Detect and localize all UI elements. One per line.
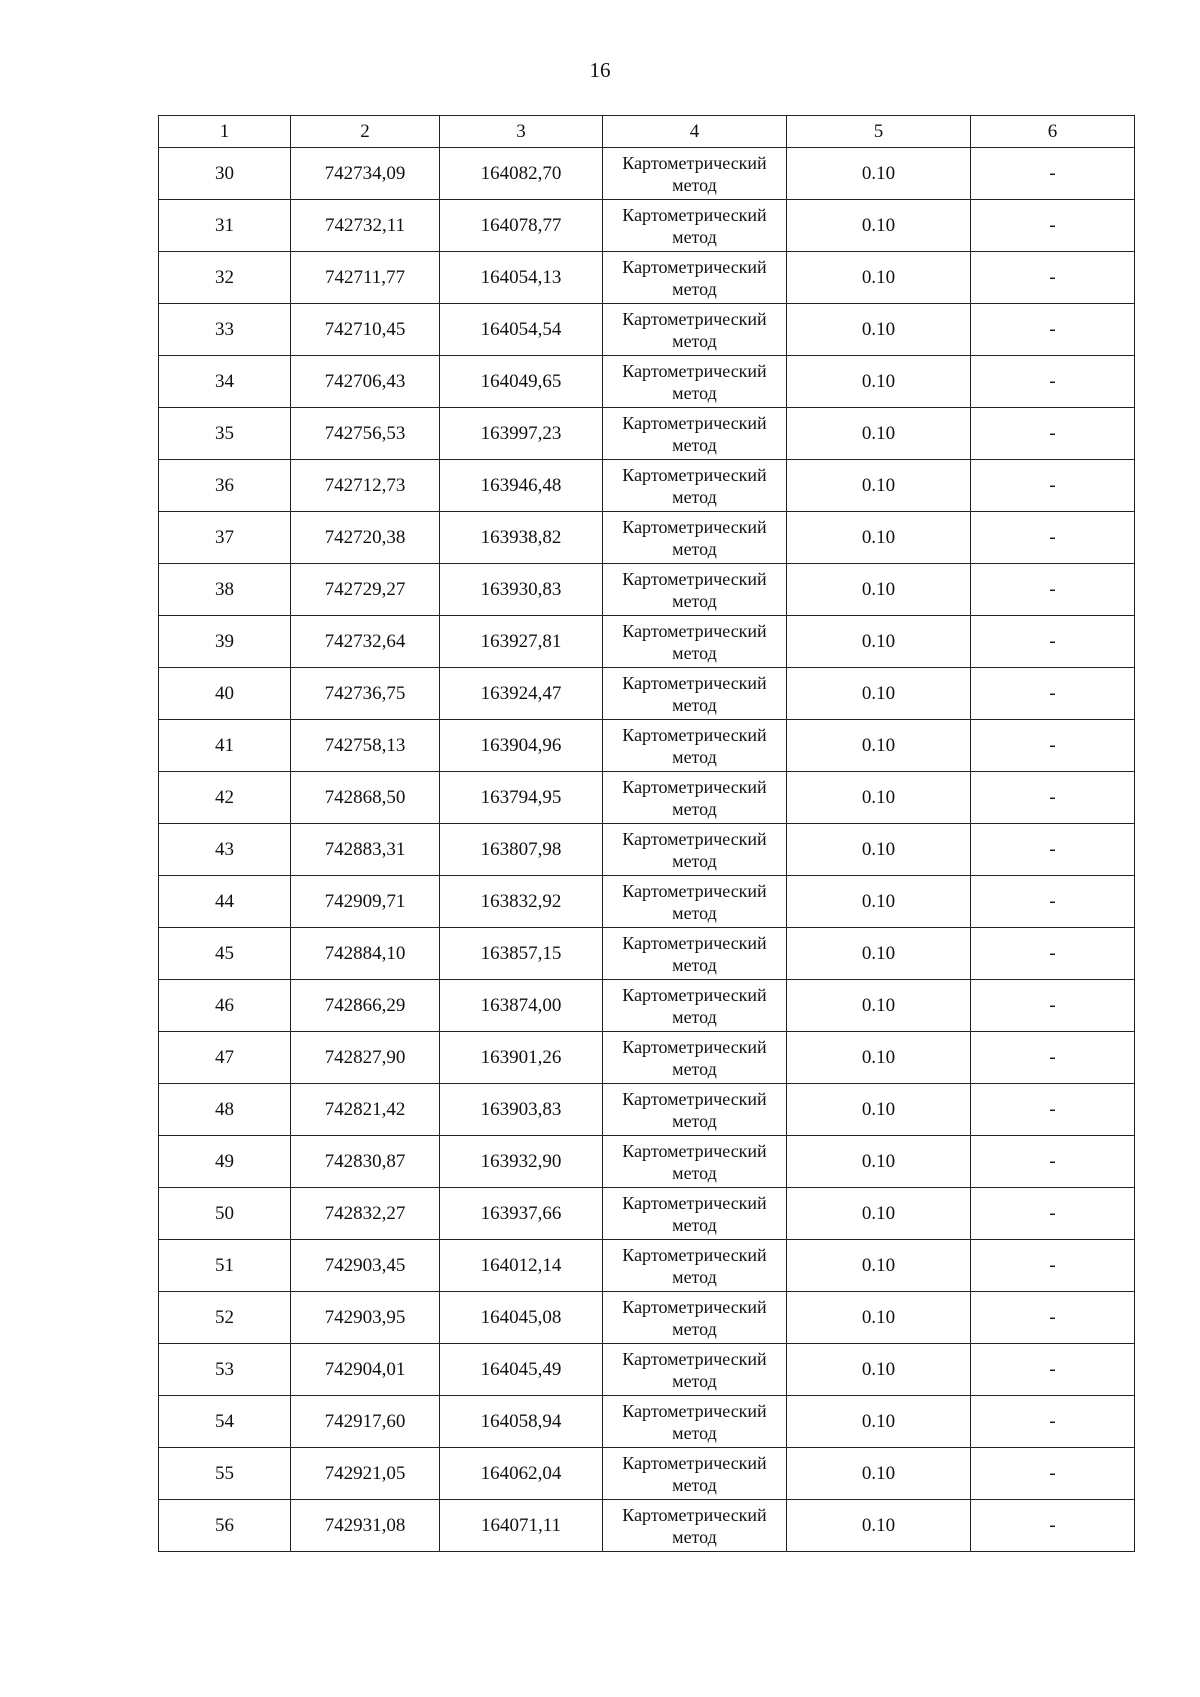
accuracy-cell: 0.10 xyxy=(787,148,971,200)
accuracy-cell: 0.10 xyxy=(787,356,971,408)
method-cell xyxy=(603,460,787,512)
method-cell xyxy=(603,356,787,408)
table-row xyxy=(159,1188,1135,1240)
method-cell xyxy=(603,720,787,772)
table-row xyxy=(159,1344,1135,1396)
y-coordinate-cell: 164078,77 xyxy=(440,200,603,252)
method-line-1: Картометрический xyxy=(622,256,767,277)
method-line-2: метод xyxy=(672,174,717,195)
note-cell: - xyxy=(971,616,1135,668)
method-line-2: метод xyxy=(672,1110,717,1131)
method-line-1: Картометрический xyxy=(622,464,767,485)
y-coordinate-cell: 163901,26 xyxy=(440,1032,603,1084)
accuracy-cell: 0.10 xyxy=(787,616,971,668)
point-number-cell: 36 xyxy=(159,460,291,512)
accuracy-cell: 0.10 xyxy=(787,1188,971,1240)
method-line-2: метод xyxy=(672,694,717,715)
y-coordinate-cell: 163904,96 xyxy=(440,720,603,772)
y-coordinate-cell: 164054,13 xyxy=(440,252,603,304)
table-row xyxy=(159,252,1135,304)
accuracy-cell: 0.10 xyxy=(787,980,971,1032)
table-row xyxy=(159,460,1135,512)
x-coordinate-cell: 742821,42 xyxy=(291,1084,440,1136)
point-number-cell: 51 xyxy=(159,1240,291,1292)
point-number-cell: 46 xyxy=(159,980,291,1032)
note-cell: - xyxy=(971,1448,1135,1500)
method-line-1: Картометрический xyxy=(622,984,767,1005)
column-header: 5 xyxy=(787,116,971,148)
method-line-1: Картометрический xyxy=(622,1348,767,1369)
note-cell: - xyxy=(971,408,1135,460)
method-line-2: метод xyxy=(672,902,717,923)
x-coordinate-cell: 742710,45 xyxy=(291,304,440,356)
page-number: 16 xyxy=(589,58,611,82)
method-cell xyxy=(603,1032,787,1084)
note-cell: - xyxy=(971,1136,1135,1188)
x-coordinate-cell: 742736,75 xyxy=(291,668,440,720)
note-cell: - xyxy=(971,200,1135,252)
note-cell: - xyxy=(971,148,1135,200)
accuracy-cell: 0.10 xyxy=(787,720,971,772)
note-cell: - xyxy=(971,1396,1135,1448)
accuracy-cell: 0.10 xyxy=(787,304,971,356)
method-cell xyxy=(603,1396,787,1448)
y-coordinate-cell: 164049,65 xyxy=(440,356,603,408)
x-coordinate-cell: 742904,01 xyxy=(291,1344,440,1396)
point-number-cell: 32 xyxy=(159,252,291,304)
table-row xyxy=(159,928,1135,980)
note-cell: - xyxy=(971,1032,1135,1084)
method-line-2: метод xyxy=(672,226,717,247)
x-coordinate-cell: 742917,60 xyxy=(291,1396,440,1448)
table-header-row xyxy=(159,116,1135,148)
point-number-cell: 34 xyxy=(159,356,291,408)
method-line-2: метод xyxy=(672,538,717,559)
method-line-2: метод xyxy=(672,486,717,507)
method-line-2: метод xyxy=(672,642,717,663)
method-line-2: метод xyxy=(672,1422,717,1443)
y-coordinate-cell: 164062,04 xyxy=(440,1448,603,1500)
method-line-2: метод xyxy=(672,434,717,455)
method-line-1: Картометрический xyxy=(622,360,767,381)
y-coordinate-cell: 163930,83 xyxy=(440,564,603,616)
x-coordinate-cell: 742830,87 xyxy=(291,1136,440,1188)
x-coordinate-cell: 742868,50 xyxy=(291,772,440,824)
method-line-1: Картометрический xyxy=(622,776,767,797)
table-row xyxy=(159,1240,1135,1292)
x-coordinate-cell: 742732,11 xyxy=(291,200,440,252)
x-coordinate-cell: 742931,08 xyxy=(291,1500,440,1552)
method-line-2: метод xyxy=(672,1214,717,1235)
method-line-2: метод xyxy=(672,1526,717,1547)
x-coordinate-cell: 742712,73 xyxy=(291,460,440,512)
point-number-cell: 55 xyxy=(159,1448,291,1500)
y-coordinate-cell: 163807,98 xyxy=(440,824,603,876)
method-line-2: метод xyxy=(672,1318,717,1339)
point-number-cell: 37 xyxy=(159,512,291,564)
note-cell: - xyxy=(971,252,1135,304)
point-number-cell: 42 xyxy=(159,772,291,824)
method-line-1: Картометрический xyxy=(622,1400,767,1421)
table-row xyxy=(159,980,1135,1032)
method-cell xyxy=(603,1084,787,1136)
method-line-2: метод xyxy=(672,382,717,403)
method-cell xyxy=(603,252,787,304)
method-line-2: метод xyxy=(672,1162,717,1183)
note-cell: - xyxy=(971,772,1135,824)
method-line-1: Картометрический xyxy=(622,1036,767,1057)
y-coordinate-cell: 163937,66 xyxy=(440,1188,603,1240)
method-line-1: Картометрический xyxy=(622,204,767,225)
method-line-1: Картометрический xyxy=(622,932,767,953)
method-line-2: метод xyxy=(672,1474,717,1495)
accuracy-cell: 0.10 xyxy=(787,460,971,512)
accuracy-cell: 0.10 xyxy=(787,408,971,460)
point-number-cell: 43 xyxy=(159,824,291,876)
y-coordinate-cell: 163857,15 xyxy=(440,928,603,980)
x-coordinate-cell: 742883,31 xyxy=(291,824,440,876)
y-coordinate-cell: 164012,14 xyxy=(440,1240,603,1292)
method-cell xyxy=(603,148,787,200)
y-coordinate-cell: 163794,95 xyxy=(440,772,603,824)
y-coordinate-cell: 163903,83 xyxy=(440,1084,603,1136)
note-cell: - xyxy=(971,1344,1135,1396)
method-line-2: метод xyxy=(672,590,717,611)
point-number-cell: 33 xyxy=(159,304,291,356)
method-cell xyxy=(603,1188,787,1240)
point-number-cell: 53 xyxy=(159,1344,291,1396)
table-row xyxy=(159,1396,1135,1448)
table-row xyxy=(159,1292,1135,1344)
accuracy-cell: 0.10 xyxy=(787,1344,971,1396)
method-line-1: Картометрический xyxy=(622,412,767,433)
method-line-1: Картометрический xyxy=(622,152,767,173)
method-cell xyxy=(603,1344,787,1396)
method-line-2: метод xyxy=(672,1058,717,1079)
method-cell xyxy=(603,876,787,928)
method-cell xyxy=(603,668,787,720)
table-row xyxy=(159,148,1135,200)
method-cell xyxy=(603,512,787,564)
y-coordinate-cell: 164082,70 xyxy=(440,148,603,200)
y-coordinate-cell: 164045,49 xyxy=(440,1344,603,1396)
note-cell: - xyxy=(971,720,1135,772)
table-body xyxy=(159,148,1135,1552)
x-coordinate-cell: 742706,43 xyxy=(291,356,440,408)
table-row xyxy=(159,1136,1135,1188)
table-row xyxy=(159,200,1135,252)
method-cell xyxy=(603,304,787,356)
method-line-1: Картометрический xyxy=(622,620,767,641)
column-header: 3 xyxy=(440,116,603,148)
note-cell: - xyxy=(971,1292,1135,1344)
point-number-cell: 50 xyxy=(159,1188,291,1240)
note-cell: - xyxy=(971,1500,1135,1552)
y-coordinate-cell: 163997,23 xyxy=(440,408,603,460)
note-cell: - xyxy=(971,980,1135,1032)
table-row xyxy=(159,720,1135,772)
coordinates-table xyxy=(158,115,1135,1552)
method-line-2: метод xyxy=(672,798,717,819)
x-coordinate-cell: 742756,53 xyxy=(291,408,440,460)
table-row xyxy=(159,564,1135,616)
table-row xyxy=(159,1084,1135,1136)
method-cell xyxy=(603,1500,787,1552)
x-coordinate-cell: 742903,95 xyxy=(291,1292,440,1344)
method-line-2: метод xyxy=(672,746,717,767)
note-cell: - xyxy=(971,1188,1135,1240)
x-coordinate-cell: 742866,29 xyxy=(291,980,440,1032)
method-line-1: Картометрический xyxy=(622,880,767,901)
accuracy-cell: 0.10 xyxy=(787,1292,971,1344)
accuracy-cell: 0.10 xyxy=(787,200,971,252)
method-cell xyxy=(603,408,787,460)
accuracy-cell: 0.10 xyxy=(787,564,971,616)
point-number-cell: 31 xyxy=(159,200,291,252)
x-coordinate-cell: 742720,38 xyxy=(291,512,440,564)
x-coordinate-cell: 742884,10 xyxy=(291,928,440,980)
accuracy-cell: 0.10 xyxy=(787,1084,971,1136)
point-number-cell: 48 xyxy=(159,1084,291,1136)
point-number-cell: 47 xyxy=(159,1032,291,1084)
point-number-cell: 52 xyxy=(159,1292,291,1344)
point-number-cell: 54 xyxy=(159,1396,291,1448)
note-cell: - xyxy=(971,824,1135,876)
method-line-1: Картометрический xyxy=(622,672,767,693)
accuracy-cell: 0.10 xyxy=(787,876,971,928)
note-cell: - xyxy=(971,668,1135,720)
y-coordinate-cell: 164071,11 xyxy=(440,1500,603,1552)
method-line-2: метод xyxy=(672,850,717,871)
method-cell xyxy=(603,980,787,1032)
table-row xyxy=(159,1032,1135,1084)
table-row xyxy=(159,1448,1135,1500)
method-cell xyxy=(603,1136,787,1188)
note-cell: - xyxy=(971,1084,1135,1136)
x-coordinate-cell: 742827,90 xyxy=(291,1032,440,1084)
method-cell xyxy=(603,564,787,616)
point-number-cell: 40 xyxy=(159,668,291,720)
x-coordinate-cell: 742732,64 xyxy=(291,616,440,668)
method-line-1: Картометрический xyxy=(622,516,767,537)
note-cell: - xyxy=(971,928,1135,980)
table-row xyxy=(159,356,1135,408)
accuracy-cell: 0.10 xyxy=(787,1136,971,1188)
method-line-1: Картометрический xyxy=(622,1192,767,1213)
column-header: 4 xyxy=(603,116,787,148)
method-cell xyxy=(603,1240,787,1292)
method-line-2: метод xyxy=(672,954,717,975)
note-cell: - xyxy=(971,460,1135,512)
x-coordinate-cell: 742909,71 xyxy=(291,876,440,928)
note-cell: - xyxy=(971,1240,1135,1292)
note-cell: - xyxy=(971,512,1135,564)
method-line-1: Картометрический xyxy=(622,568,767,589)
method-line-2: метод xyxy=(672,330,717,351)
x-coordinate-cell: 742921,05 xyxy=(291,1448,440,1500)
table-row xyxy=(159,772,1135,824)
point-number-cell: 38 xyxy=(159,564,291,616)
y-coordinate-cell: 164058,94 xyxy=(440,1396,603,1448)
note-cell: - xyxy=(971,564,1135,616)
method-cell xyxy=(603,928,787,980)
table-row xyxy=(159,1500,1135,1552)
x-coordinate-cell: 742758,13 xyxy=(291,720,440,772)
note-cell: - xyxy=(971,356,1135,408)
method-line-2: метод xyxy=(672,1370,717,1391)
table-row xyxy=(159,512,1135,564)
y-coordinate-cell: 163927,81 xyxy=(440,616,603,668)
method-line-1: Картометрический xyxy=(622,308,767,329)
accuracy-cell: 0.10 xyxy=(787,668,971,720)
column-header: 2 xyxy=(291,116,440,148)
table-row xyxy=(159,668,1135,720)
accuracy-cell: 0.10 xyxy=(787,252,971,304)
method-line-1: Картометрический xyxy=(622,1088,767,1109)
table-row xyxy=(159,304,1135,356)
method-cell xyxy=(603,824,787,876)
method-line-2: метод xyxy=(672,1006,717,1027)
y-coordinate-cell: 163874,00 xyxy=(440,980,603,1032)
method-line-1: Картометрический xyxy=(622,1244,767,1265)
y-coordinate-cell: 163932,90 xyxy=(440,1136,603,1188)
point-number-cell: 44 xyxy=(159,876,291,928)
method-cell xyxy=(603,772,787,824)
method-line-1: Картометрический xyxy=(622,1140,767,1161)
method-line-1: Картометрический xyxy=(622,1452,767,1473)
x-coordinate-cell: 742734,09 xyxy=(291,148,440,200)
column-header: 6 xyxy=(971,116,1135,148)
y-coordinate-cell: 163938,82 xyxy=(440,512,603,564)
point-number-cell: 45 xyxy=(159,928,291,980)
method-line-2: метод xyxy=(672,1266,717,1287)
method-line-1: Картометрический xyxy=(622,1504,767,1525)
x-coordinate-cell: 742832,27 xyxy=(291,1188,440,1240)
y-coordinate-cell: 164045,08 xyxy=(440,1292,603,1344)
note-cell: - xyxy=(971,876,1135,928)
accuracy-cell: 0.10 xyxy=(787,928,971,980)
accuracy-cell: 0.10 xyxy=(787,1032,971,1084)
method-cell xyxy=(603,200,787,252)
column-header: 1 xyxy=(159,116,291,148)
accuracy-cell: 0.10 xyxy=(787,1240,971,1292)
method-line-1: Картометрический xyxy=(622,828,767,849)
note-cell: - xyxy=(971,304,1135,356)
point-number-cell: 39 xyxy=(159,616,291,668)
accuracy-cell: 0.10 xyxy=(787,1448,971,1500)
y-coordinate-cell: 163924,47 xyxy=(440,668,603,720)
x-coordinate-cell: 742711,77 xyxy=(291,252,440,304)
table-row xyxy=(159,824,1135,876)
y-coordinate-cell: 163832,92 xyxy=(440,876,603,928)
accuracy-cell: 0.10 xyxy=(787,512,971,564)
point-number-cell: 49 xyxy=(159,1136,291,1188)
accuracy-cell: 0.10 xyxy=(787,772,971,824)
point-number-cell: 41 xyxy=(159,720,291,772)
method-line-1: Картометрический xyxy=(622,724,767,745)
accuracy-cell: 0.10 xyxy=(787,1500,971,1552)
method-line-2: метод xyxy=(672,278,717,299)
table-row xyxy=(159,876,1135,928)
accuracy-cell: 0.10 xyxy=(787,824,971,876)
x-coordinate-cell: 742903,45 xyxy=(291,1240,440,1292)
method-line-1: Картометрический xyxy=(622,1296,767,1317)
x-coordinate-cell: 742729,27 xyxy=(291,564,440,616)
table-row xyxy=(159,616,1135,668)
method-cell xyxy=(603,1292,787,1344)
point-number-cell: 56 xyxy=(159,1500,291,1552)
table-row xyxy=(159,408,1135,460)
y-coordinate-cell: 164054,54 xyxy=(440,304,603,356)
y-coordinate-cell: 163946,48 xyxy=(440,460,603,512)
point-number-cell: 30 xyxy=(159,148,291,200)
accuracy-cell: 0.10 xyxy=(787,1396,971,1448)
point-number-cell: 35 xyxy=(159,408,291,460)
method-cell xyxy=(603,616,787,668)
method-cell xyxy=(603,1448,787,1500)
